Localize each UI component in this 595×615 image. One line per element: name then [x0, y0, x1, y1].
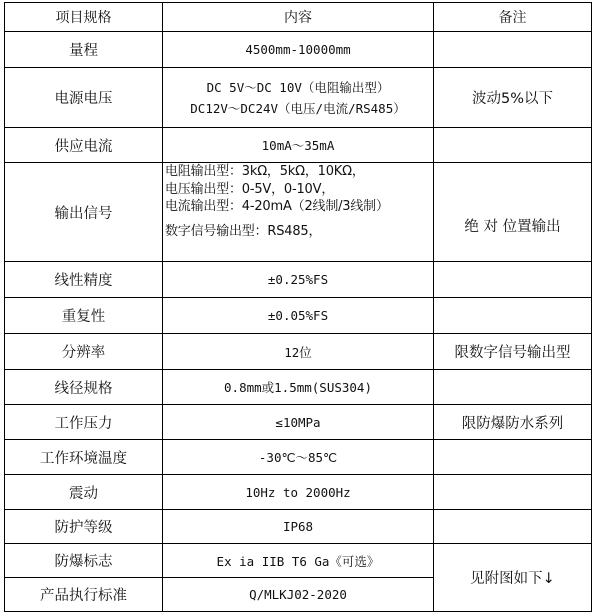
table-row-vibration — [5, 475, 592, 510]
content-cell: Q/MLKJ02-2020 — [163, 578, 434, 612]
note-cell: 限防爆防水系列 — [434, 405, 592, 440]
item-cell: 工作环境温度 — [5, 440, 163, 475]
content-cell: 12位 — [163, 334, 434, 370]
item-cell: 线径规格 — [5, 370, 163, 405]
item-cell: 震动 — [5, 475, 163, 510]
note-cell: 见附图如下↓ — [434, 544, 592, 612]
note-cell — [434, 370, 592, 405]
table-row-protection-class — [5, 510, 592, 544]
note-cell — [434, 262, 592, 298]
note-cell — [434, 32, 592, 68]
content-cell: Ex ia IIB T6 Ga《可选》 — [163, 544, 434, 578]
note-cell: 限数字信号输出型 — [434, 334, 592, 370]
header-content: 内容 — [163, 3, 434, 32]
content-cell: 4500mm-10000mm — [163, 32, 434, 68]
spec-table — [4, 2, 592, 612]
table-row-linearity — [5, 262, 592, 298]
note-cell — [434, 475, 592, 510]
header-item: 项目规格 — [5, 3, 163, 32]
table-row-supply-voltage — [5, 68, 592, 128]
item-cell: 分辨率 — [5, 334, 163, 370]
table-header-row — [5, 3, 592, 32]
table-row-repeatability — [5, 298, 592, 334]
table-row-output-signal — [5, 163, 592, 262]
content-cell: IP68 — [163, 510, 434, 544]
content-cell: ±0.25%FS — [163, 262, 434, 298]
item-cell: 供应电流 — [5, 128, 163, 163]
content-line: 电压输出型：0-5V，0-10V， — [165, 181, 335, 197]
note-cell: 波动5%以下 — [434, 68, 592, 128]
table-row-ambient-temperature — [5, 440, 592, 475]
item-cell: 工作压力 — [5, 405, 163, 440]
item-cell: 量程 — [5, 32, 163, 68]
table-row-supply-current — [5, 128, 592, 163]
note-cell: 绝 对 位置输出 — [434, 163, 592, 262]
table-row-wire-spec — [5, 370, 592, 405]
table-row-resolution — [5, 334, 592, 370]
content-cell — [163, 163, 434, 262]
header-note: 备注 — [434, 3, 592, 32]
content-cell: 10mA～35mA — [163, 128, 434, 163]
table-row-explosion-mark — [5, 544, 592, 578]
item-cell: 线性精度 — [5, 262, 163, 298]
item-cell: 重复性 — [5, 298, 163, 334]
content-cell: ±0.05%FS — [163, 298, 434, 334]
item-cell: 防护等级 — [5, 510, 163, 544]
table-row-working-pressure — [5, 405, 592, 440]
note-cell — [434, 298, 592, 334]
table-row-range — [5, 32, 592, 68]
content-cell: -30℃～85℃ — [163, 440, 434, 475]
content-cell: 0.8mm或1.5mm(SUS304) — [163, 370, 434, 405]
content-line: 电阻输出型：3kΩ，5kΩ，10KΩ， — [165, 164, 365, 179]
note-cell — [434, 440, 592, 475]
content-cell — [163, 68, 434, 128]
content-line: DC12V～DC24V（电压/电流/RS485） — [190, 100, 406, 116]
content-cell: ≤10MPa — [163, 405, 434, 440]
item-cell: 产品执行标准 — [5, 578, 163, 612]
note-cell — [434, 128, 592, 163]
content-line: DC 5V～DC 10V（电阻输出型） — [206, 79, 390, 95]
content-cell: 10Hz to 2000Hz — [163, 475, 434, 510]
item-cell: 电源电压 — [5, 68, 163, 128]
item-cell: 输出信号 — [5, 163, 163, 262]
item-cell: 防爆标志 — [5, 544, 163, 578]
note-cell — [434, 510, 592, 544]
content-line: 电流输出型：4-20mA（2线制/3线制） — [165, 199, 389, 214]
content-line: 数字信号输出型：RS485， — [165, 223, 322, 239]
